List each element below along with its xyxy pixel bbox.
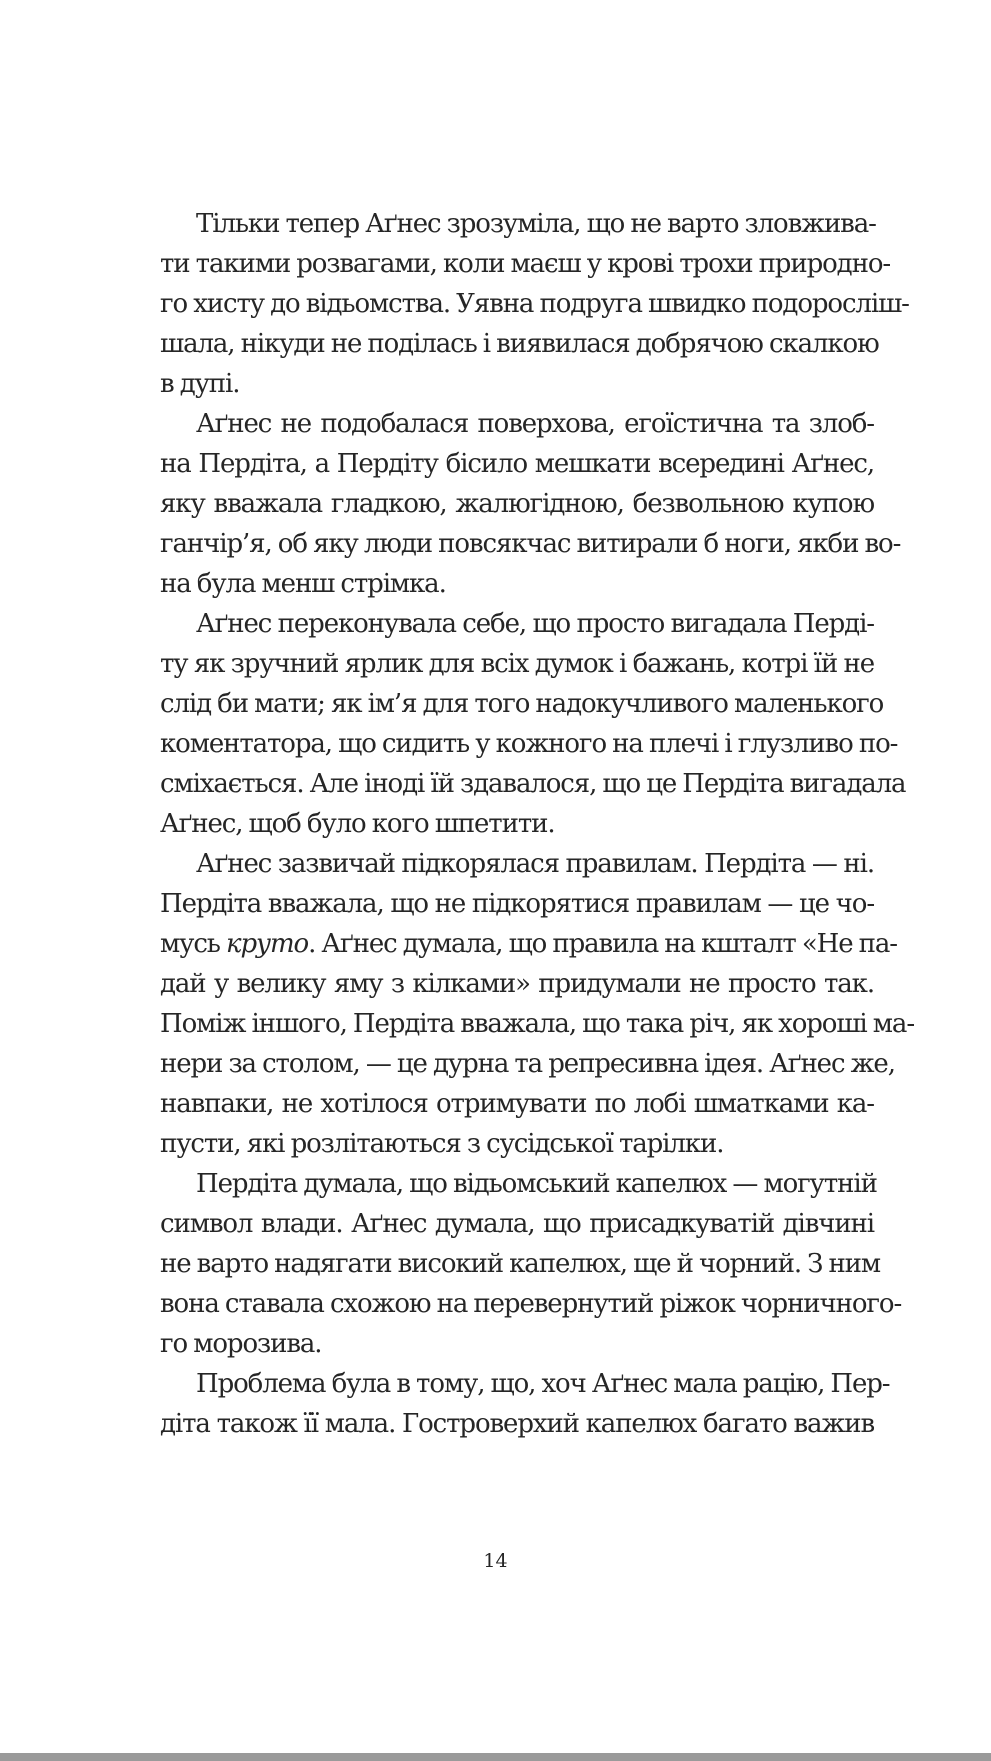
- text-line: го морозива.: [160, 1329, 322, 1359]
- text-line: коментатора, що сидить у кожного на плечі і глузливо по-: [160, 729, 898, 759]
- text-line: ту як зручний ярлик для всіх думок і бажань, котрі їй не: [160, 649, 874, 679]
- text-line: вона ставала схожою на перевернутий ріжок чорничного-: [160, 1289, 902, 1319]
- body-text: [160, 204, 915, 1444]
- text-line: нери за столом, — це дурна та репресивна ідея. Аґнес же,: [160, 1049, 895, 1079]
- text-line-with-emphasis: [160, 924, 897, 964]
- text-line: Аґнес не подобалася поверхова, егоїстична та злоб-: [196, 409, 874, 439]
- text-line: го хисту до відьомства. Уявна подруга швидко подоросліш-: [160, 289, 909, 319]
- text-line: не варто надягати високий капелюх, ще й чорний. З ним: [160, 1249, 881, 1279]
- text-line: слід би мати; як ім’я для того надокучливого маленького: [160, 689, 884, 719]
- text-line: Тільки тепер Аґнес зрозуміла, що не варто зловжива-: [196, 209, 876, 239]
- text-line: Аґнес зазвичай підкорялася правилам. Пердіта — ні.: [196, 849, 874, 879]
- text-line: дай у велику яму з кілками» придумали не просто так.: [160, 969, 874, 999]
- text-line: ти такими розвагами, коли маєш у крові трохи природно-: [160, 249, 891, 279]
- text-line: Пердіта вважала, що не підкорятися правилам — це чо-: [160, 889, 874, 919]
- text-line: на Пердіта, а Пердіту бісило мешкати всередині Аґнес,: [160, 449, 874, 479]
- text-line: на була менш стрімка.: [160, 569, 446, 599]
- text-fragment: мусь: [160, 929, 227, 959]
- text-line: в дупі.: [160, 369, 240, 399]
- text-line: шала, нікуди не поділась і виявилася добрячою скалкою: [160, 329, 879, 359]
- text-line: Поміж іншого, Пердіта вважала, що така річ, як хороші ма-: [160, 1009, 915, 1039]
- text-line: символ влади. Аґнес думала, що присадкуватій дівчині: [160, 1209, 874, 1239]
- text-line: Аґнес переконувала себе, що просто вигадала Перді-: [196, 609, 874, 639]
- page-number: 14: [483, 1550, 508, 1572]
- text-line: ганчір’я, об яку люди повсякчас витирали б ноги, якби во-: [160, 529, 901, 559]
- text-line: Проблема була в тому, що, хоч Аґнес мала рацію, Пер-: [196, 1369, 890, 1399]
- text-line: сміхається. Але іноді їй здавалося, що це Пердіта вигадала: [160, 769, 906, 799]
- text-fragment: . Аґнес думала, що правила на кшталт «Не па-: [308, 929, 897, 959]
- text-line: діта також її мала. Гостроверхий капелюх багато важив: [160, 1409, 874, 1439]
- emphasized-word: круто: [226, 929, 309, 959]
- text-line: пусти, які розлітаються з сусідської тарілки.: [160, 1129, 724, 1159]
- text-line: яку вважала гладкою, жалюгідною, безвольною купою: [160, 489, 874, 519]
- text-line: Пердіта думала, що відьомський капелюх — могутній: [196, 1169, 877, 1199]
- page-bottom-edge: [0, 1753, 991, 1761]
- text-line: Аґнес, щоб було кого шпетити.: [160, 809, 555, 839]
- text-line: навпаки, не хотілося отримувати по лобі шматками ка-: [160, 1089, 874, 1119]
